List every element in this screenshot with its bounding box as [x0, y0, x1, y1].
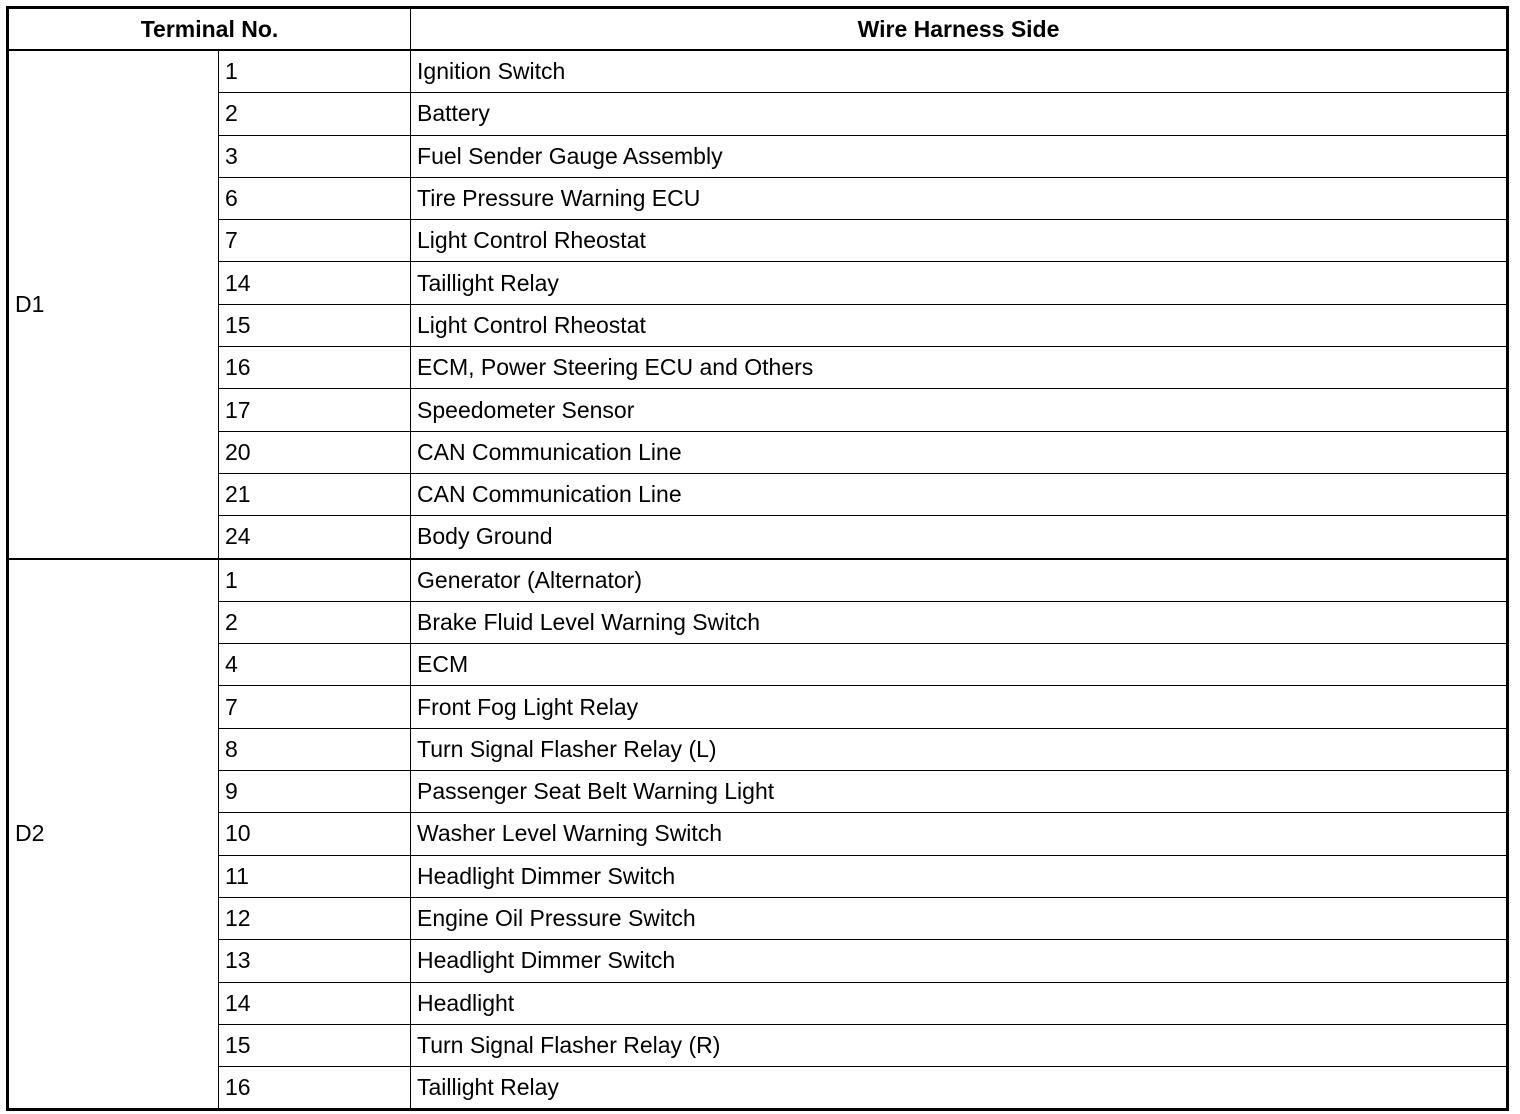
table-row — [8, 940, 1508, 982]
table-row — [8, 473, 1508, 515]
pin-cell: 1 — [219, 559, 411, 602]
table-row — [8, 135, 1508, 177]
table-row — [8, 431, 1508, 473]
connector-group — [8, 559, 1508, 1110]
pin-cell: 9 — [219, 771, 411, 813]
terminal-table — [6, 6, 1509, 1111]
table-row — [8, 686, 1508, 728]
pin-cell: 14 — [219, 982, 411, 1024]
table-row — [8, 1024, 1508, 1066]
pin-cell: 2 — [219, 601, 411, 643]
connector-cell: D1 — [8, 50, 219, 559]
wire-harness-cell: Ignition Switch — [411, 50, 1508, 93]
wire-harness-cell: Brake Fluid Level Warning Switch — [411, 601, 1508, 643]
table-row — [8, 262, 1508, 304]
pin-cell: 16 — [219, 347, 411, 389]
table-row — [8, 50, 1508, 93]
wire-harness-cell: Washer Level Warning Switch — [411, 813, 1508, 855]
wire-harness-cell: Fuel Sender Gauge Assembly — [411, 135, 1508, 177]
wire-harness-cell: Light Control Rheostat — [411, 304, 1508, 346]
pin-cell: 3 — [219, 135, 411, 177]
wire-harness-cell: CAN Communication Line — [411, 473, 1508, 515]
wire-harness-cell: Body Ground — [411, 516, 1508, 559]
wire-harness-cell: Generator (Alternator) — [411, 559, 1508, 602]
wire-harness-cell: Passenger Seat Belt Warning Light — [411, 771, 1508, 813]
pin-cell: 24 — [219, 516, 411, 559]
wire-harness-side-header: Wire Harness Side — [411, 8, 1508, 51]
terminal-no-header: Terminal No. — [8, 8, 411, 51]
pin-cell: 2 — [219, 93, 411, 135]
table-row — [8, 1067, 1508, 1110]
table-row — [8, 897, 1508, 939]
connector-cell: D2 — [8, 559, 219, 1110]
wire-harness-cell: Front Fog Light Relay — [411, 686, 1508, 728]
wire-harness-cell: ECM — [411, 644, 1508, 686]
wire-harness-cell: Taillight Relay — [411, 1067, 1508, 1110]
wire-harness-cell: Battery — [411, 93, 1508, 135]
pin-cell: 1 — [219, 50, 411, 93]
table-row — [8, 93, 1508, 135]
table-row — [8, 813, 1508, 855]
table-row — [8, 177, 1508, 219]
pin-cell: 4 — [219, 644, 411, 686]
table-row — [8, 771, 1508, 813]
wire-harness-cell: Taillight Relay — [411, 262, 1508, 304]
pin-cell: 12 — [219, 897, 411, 939]
table-row — [8, 601, 1508, 643]
pin-cell: 17 — [219, 389, 411, 431]
pin-cell: 20 — [219, 431, 411, 473]
pin-cell: 13 — [219, 940, 411, 982]
table-row — [8, 304, 1508, 346]
table-row — [8, 389, 1508, 431]
pin-cell: 7 — [219, 686, 411, 728]
table-row — [8, 982, 1508, 1024]
pin-cell: 21 — [219, 473, 411, 515]
wire-harness-cell: ECM, Power Steering ECU and Others — [411, 347, 1508, 389]
pin-cell: 11 — [219, 855, 411, 897]
table-row — [8, 855, 1508, 897]
wire-harness-cell: Light Control Rheostat — [411, 220, 1508, 262]
wire-harness-cell: Engine Oil Pressure Switch — [411, 897, 1508, 939]
pin-cell: 15 — [219, 1024, 411, 1066]
table-row — [8, 644, 1508, 686]
pin-cell: 15 — [219, 304, 411, 346]
wire-harness-cell: Tire Pressure Warning ECU — [411, 177, 1508, 219]
wire-harness-cell: Turn Signal Flasher Relay (L) — [411, 728, 1508, 770]
pin-cell: 14 — [219, 262, 411, 304]
table-row — [8, 220, 1508, 262]
wire-harness-cell: Headlight — [411, 982, 1508, 1024]
pin-cell: 8 — [219, 728, 411, 770]
table-row — [8, 347, 1508, 389]
table-row — [8, 516, 1508, 559]
wire-harness-cell: Turn Signal Flasher Relay (R) — [411, 1024, 1508, 1066]
pin-cell: 10 — [219, 813, 411, 855]
wire-harness-cell: Headlight Dimmer Switch — [411, 855, 1508, 897]
pin-cell: 7 — [219, 220, 411, 262]
wire-harness-cell: Speedometer Sensor — [411, 389, 1508, 431]
table-row — [8, 559, 1508, 602]
table-row — [8, 728, 1508, 770]
pin-cell: 16 — [219, 1067, 411, 1110]
wire-harness-cell: CAN Communication Line — [411, 431, 1508, 473]
pin-cell: 6 — [219, 177, 411, 219]
wire-harness-cell: Headlight Dimmer Switch — [411, 940, 1508, 982]
header-row — [8, 8, 1508, 51]
connector-group — [8, 50, 1508, 559]
